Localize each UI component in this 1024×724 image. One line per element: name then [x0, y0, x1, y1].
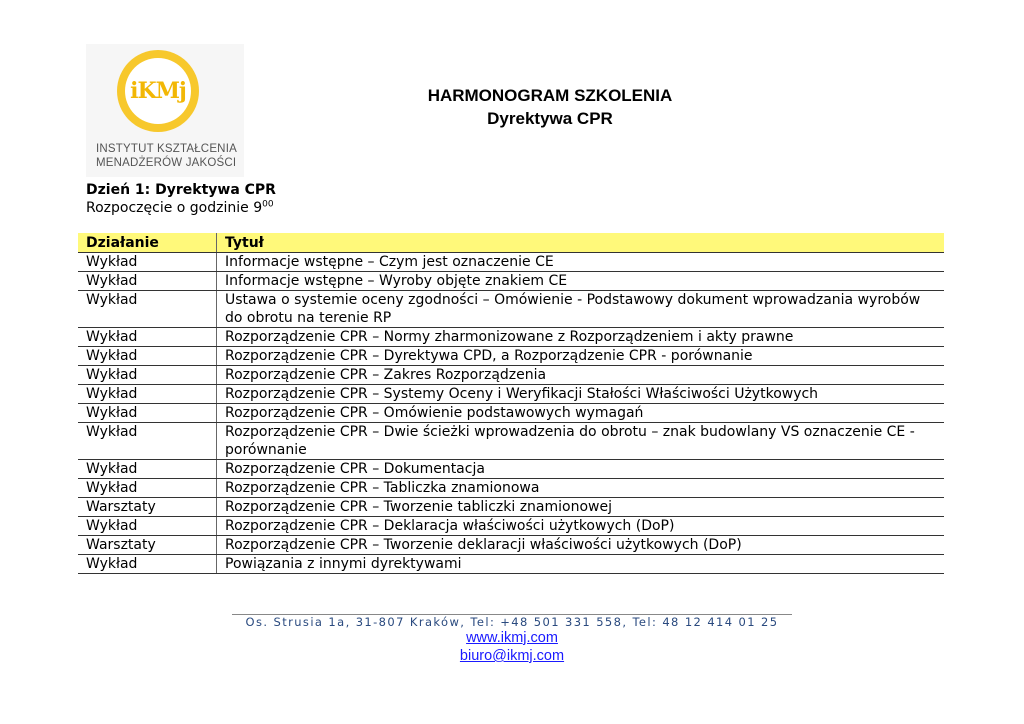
cell-title: Rozporządzenie CPR – Dwie ścieżki wprowadzenia do obrotu – znak budowlany VS oznaczenie CE - porównanie	[217, 423, 945, 460]
table-row	[78, 347, 944, 366]
cell-action: Wykład	[78, 291, 217, 328]
table-row	[78, 385, 944, 404]
table-row	[78, 460, 944, 479]
cell-title: Rozporządzenie CPR – Dokumentacja	[217, 460, 945, 479]
logo-line-1: INSTYTUT KSZTAŁCENIA	[96, 143, 237, 155]
schedule-table	[78, 233, 944, 574]
cell-title: Rozporządzenie CPR – Zakres Rozporządzenia	[217, 366, 945, 385]
cell-action: Wykład	[78, 366, 217, 385]
table-row	[78, 517, 944, 536]
email-link[interactable]: biuro@ikmj.com	[459, 648, 565, 664]
column-header-title: Tytuł	[217, 233, 945, 253]
cell-title: Informacje wstępne – Wyroby objęte znakiem CE	[217, 272, 945, 291]
table-row	[78, 272, 944, 291]
schedule-table-body	[78, 253, 944, 574]
start-time-text: Rozpoczęcie o godzinie 9	[86, 200, 263, 216]
logo-circle-icon	[117, 50, 199, 132]
cell-title: Rozporządzenie CPR – Tabliczka znamionowa	[217, 479, 945, 498]
cell-title: Powiązania z innymi dyrektywami	[217, 555, 945, 574]
table-row	[78, 404, 944, 423]
cell-action: Wykład	[78, 328, 217, 347]
cell-action: Wykład	[78, 479, 217, 498]
table-header-row	[78, 233, 944, 253]
cell-action: Wykład	[78, 517, 217, 536]
company-logo	[86, 44, 244, 177]
table-row	[78, 423, 944, 460]
start-time-minutes: 00	[262, 199, 274, 210]
document-subtitle: Dyrektywa CPR	[487, 109, 613, 128]
cell-action: Wykład	[78, 272, 217, 291]
cell-title: Rozporządzenie CPR – Normy zharmonizowane z Rozporządzeniem i akty prawne	[217, 328, 945, 347]
cell-title: Rozporządzenie CPR – Systemy Oceny i Weryfikacji Stałości Właściwości Użytkowych	[217, 385, 945, 404]
cell-title: Rozporządzenie CPR – Tworzenie tabliczki znamionowej	[217, 498, 945, 517]
start-time	[86, 200, 274, 216]
day-heading: Dzień 1: Dyrektywa CPR	[86, 182, 276, 198]
cell-action: Wykład	[78, 347, 217, 366]
cell-action: Wykład	[78, 423, 217, 460]
table-row	[78, 555, 944, 574]
table-row	[78, 366, 944, 385]
cell-title: Ustawa o systemie oceny zgodności – Omówienie - Podstawowy dokument wprowadzania wyrobów do obrotu na terenie RP	[217, 291, 945, 328]
logo-text	[96, 142, 242, 170]
table-row	[78, 479, 944, 498]
cell-action: Wykład	[78, 404, 217, 423]
logo-mark: iKMj	[125, 58, 191, 124]
table-row	[78, 498, 944, 517]
cell-action: Wykład	[78, 385, 217, 404]
footer-address: Os. Strusia 1a, 31-807 Kraków, Tel: +48 501 331 558, Tel: 48 12 414 01 25	[245, 615, 779, 629]
cell-title: Rozporządzenie CPR – Tworzenie deklaracji właściwości użytkowych (DoP)	[217, 536, 945, 555]
column-header-action: Działanie	[78, 233, 217, 253]
cell-action: Wykład	[78, 253, 217, 272]
logo-line-2: MENADŻERÓW JAKOŚCI	[96, 157, 237, 169]
table-row	[78, 536, 944, 555]
cell-title: Rozporządzenie CPR – Deklaracja właściwości użytkowych (DoP)	[217, 517, 945, 536]
table-row	[78, 328, 944, 347]
website-link[interactable]: www.ikmj.com	[466, 630, 558, 646]
table-row	[78, 291, 944, 328]
cell-title: Informacje wstępne – Czym jest oznaczenie CE	[217, 253, 945, 272]
cell-title: Rozporządzenie CPR – Dyrektywa CPD, a Rozporządzenie CPR - porównanie	[217, 347, 945, 366]
cell-action: Wykład	[78, 555, 217, 574]
cell-action: Warsztaty	[78, 536, 217, 555]
cell-action: Warsztaty	[78, 498, 217, 517]
table-row	[78, 253, 944, 272]
cell-title: Rozporządzenie CPR – Omówienie podstawowych wymagań	[217, 404, 945, 423]
cell-action: Wykład	[78, 460, 217, 479]
document-title: HARMONOGRAM SZKOLENIA	[427, 86, 673, 105]
